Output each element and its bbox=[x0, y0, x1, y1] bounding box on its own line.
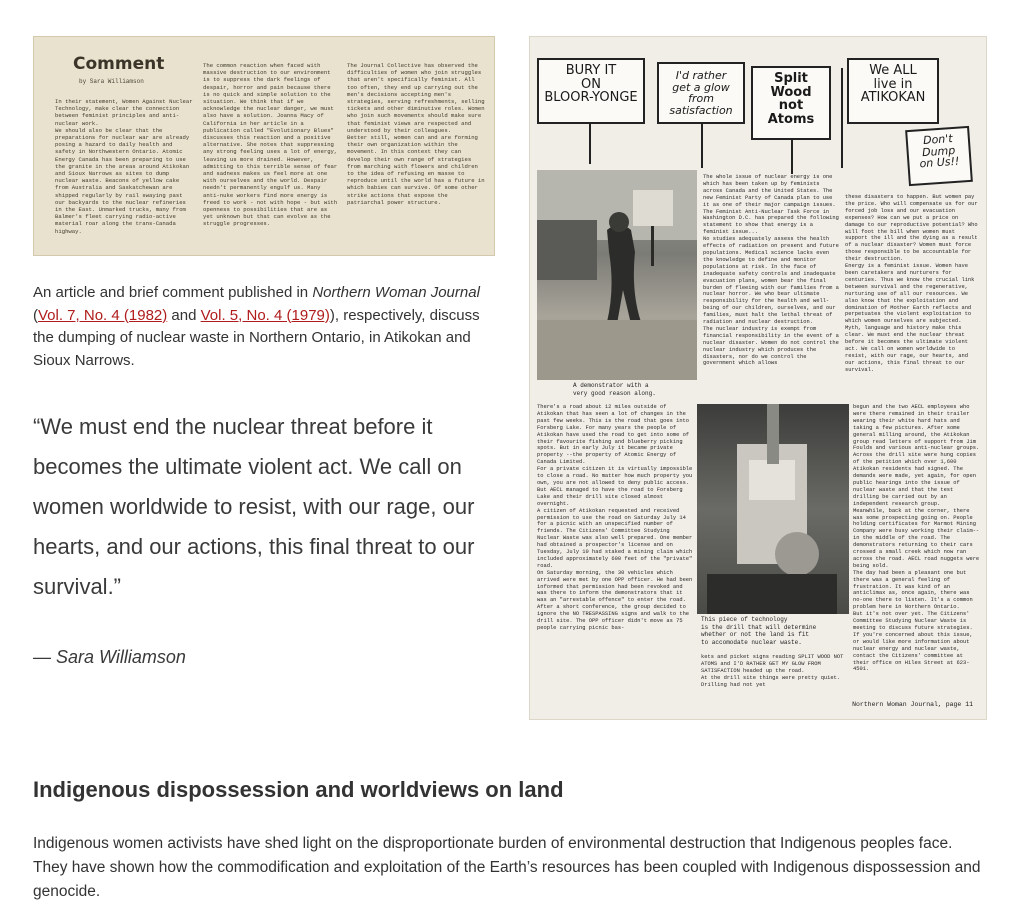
sign-stick bbox=[791, 140, 793, 174]
image-caption bbox=[33, 282, 495, 372]
protest-sign-split-wood: Split Wood not Atoms bbox=[751, 66, 831, 140]
drill-machine-graphic bbox=[697, 404, 849, 614]
demonstrator-photo-caption: A demonstrator with a very good reason along. bbox=[573, 382, 656, 397]
sign-stick bbox=[841, 68, 843, 168]
clipping-title: Comment bbox=[73, 54, 165, 74]
vol7-no4-link[interactable]: Vol. 7, No. 4 (1982) bbox=[38, 306, 168, 324]
newspaper-page-footer: Northern Woman Journal, page 11 bbox=[852, 701, 973, 708]
section-heading: Indigenous dispossession and worldviews on land bbox=[33, 777, 564, 802]
clipping-column-2: The common reaction when faced with massive destruction to our environment is to suppress the dark feelings of despair, horror and pain because there is no quick and simple solution to the situation. We think that if we acknowledge the nuclear danger, we must also have a solution. Joanna Macy of California in her article in a publication called "Evolutionary Blues" discusses this reaction and a positive alternative. She notes that suppressing any strong feeling uses a lot of energy, leaving us more drained. However, admitting to this terrible sense of fear and sadness makes us feel more at one with ourselves and the world. Despair needn't permanently engulf us. Many anti-nuke workers find more energy is freed to work - not with hope - but with openness to possibilities that are as yet unknown but that can evolve as the struggle progresses. bbox=[203, 62, 338, 228]
caption-prefix: An article and brief comment published in bbox=[33, 284, 313, 301]
caption-suffix: ), respectively, discuss the dumping of nuclear waste in Northern Ontario, in Atikokan and Sioux Narrows. bbox=[33, 306, 480, 369]
demonstrator-silhouette bbox=[537, 170, 697, 380]
protest-sign-dont-dump: Don't Dump on Us!! bbox=[905, 126, 973, 186]
forsberg-lake-road-column: There's a road about 12 miles outside of Atikokan that has seen a lot of changes in the past few weeks. This is the road that goes into Forsberg Lake. For many years the people of Atikokan have used the road to get into some of their favourite fishing and blueberry picking spots. But in early July it became private property --the property of Atomic Energy of Canada Limited. For a private citizen it is virtually impossible to close a road. No matter how much property you own, you are not allowed to deny public access. But AECL managed to have the road to Forsberg Lake and their drill site closed almost overnight. A citizen of Atikokan requested and received permission to use the road on Saturday July 14 for a picnic with an unspecified number of friends. The Citizens' Committee Studying Nuclear Waste was also well prepared. One member had obtained a prospector's license and on Tuesday, July 10 had staked a mining claim which included approximately 600 feet of the "private" road. On Saturday morning, the 30 vehicles which arrived were met by one OPP officer. He had been informed that permission had been revoked and was there to inform the demonstrators that it was an "arrestable offence" to enter the road. After a short conference, the group decided to ignore the NO TRESPASSING signs and walk to the drill site. The OPP officer didn't move as 75 people carrying picnic bas- bbox=[537, 404, 693, 631]
pull-quote: “We must end the nuclear threat before it becomes the ultimate violent act. We call on women worldwide to resist, with our rage, our hearts, and our actions, this final threat to our survival.” bbox=[33, 414, 475, 599]
sign-stick bbox=[701, 124, 703, 168]
section-body-paragraph: Indigenous women activists have shed light on the disproportionate burden of environmental destruction that Indigenous peoples face. They have shown how the commodification and exploitation of the Earth’s resources has been coupled with Indigenous dispossession and genocide. bbox=[33, 835, 981, 900]
clipping-column-3: The Journal Collective has observed the difficulties of women who join struggles that aren't specifically feminist. All too often, they end up carrying out the men's decisions accepting men's strategies, serving refreshments, selling tickets and other diminutive roles. Women who join such movements should make sure that feminist views are respected and understood by their colleagues. Better still, women can and are forming their own organization within the movement. In this context they can develop their own range of strategies from marching with flowers and children to the idea of refusing en masse to reproduce until the world has a future in which babies can survive. Of some other strike actions that expose the patriarchal power structure. bbox=[347, 62, 485, 206]
sign-stick bbox=[589, 124, 591, 164]
energy-feminist-issue-column: these disasters to happen. But women pay the price. Who will compensate us for our forced job loss and our evacuation expenses? How can we put a price on damage to our reproductive potential? Who will foot the bill when women must support the ill and the dying as a result of a nuclear disaster? Women must force those responsible to be accountable for their destruction. Energy is a feminist issue. Women have been caretakers and nurturers for centuries. Thus we know the crucial link between survival and the regenerative, nurturing use of all our resources. We also know that the exploitation and domination of Mother Earth reflects and perpetuates the violent exploitation to which women ourselves are subjected. Myth, language and history make this clear. We must end the nuclear threat before it becomes the ultimate violent act. We call on women worldwide to resist, with our rage, our hearts, and our actions, this final threat to our survival. bbox=[845, 194, 978, 373]
picket-signs-column: kets and picket signs reading SPLIT WOOD NOT ATOMS and I'D RATHER GET MY GLOW FROM SATISFACTION headed up the road. At the drill site things were pretty quiet. Drilling had not yet bbox=[701, 654, 844, 688]
drill-photo bbox=[697, 404, 849, 614]
clipping-column-1: In their statement, Women Against Nuclear Technology, make clear the connection between feminist principles and anti-nuclear work. We should also be clear that the preparations for nuclear war are already posing a hazard to daily health and safety in Northwestern Ontario. Atomic Energy Canada has been preparing to use the granite in the areas around Atikokan and Sioux Narrows as sites to dump nuclear waste. Beacons of yellow cake from Australia and Saskatchewan are shipped regularly by rail swaying past our backyards to the nuclear refineries in the East. Unmarked trucks, many from Balmer's fleet carrying radio-active material roar along the trans-Canada highway. bbox=[55, 98, 193, 235]
protest-sign-bury-it: BURY IT ON BLOOR-YONGE bbox=[537, 58, 645, 124]
protest-sign-atikokan: We ALL live in ATIKOKAN bbox=[847, 58, 939, 124]
caption-mid-2: and bbox=[167, 306, 201, 324]
caption-journal-name: Northern Woman Journal bbox=[312, 284, 480, 301]
feminist-statement-column: The whole issue of nuclear energy is one which has been taken up by feminists across Canada and the United States. The new Feminist Party of Canada plan to use it as one of their major campaign issues. The Feminist Anti-Nuclear Task Force in Washington D.C. has prepared the following statement to show that energy is a feminist issue... No studies adequately assess the health effects of radiation on present and future populations. Medical science lacks even the knowledge to define and monitor populations at risk. In the face of inadequate safety controls and inadequate evacuation plans, women bear the final burden of fleeing with our families from a nuclear horror. We who bear ultimate responsibility for the health and well-being of our children, ourselves, and our families, must halt the lethal threat of radiation and nuclear destruction. The nuclear industry is exempt from financial responsibility in the event of a nuclear disaster. Women do not control the nuclear industry which produces the disasters, nor do we control the government which allows bbox=[703, 174, 839, 367]
protest-sign-glow: I'd rather get a glow from satisfaction bbox=[657, 62, 745, 124]
caption-mid-1: ( bbox=[33, 306, 38, 324]
newspaper-page-image bbox=[529, 36, 987, 720]
drill-photo-caption: This piece of technology is the drill that will determine whether or not the land is fit to accomodate nuclear waste. bbox=[701, 616, 817, 646]
comment-clipping-image bbox=[33, 36, 495, 256]
clipping-byline: by Sara Williamson bbox=[79, 78, 144, 85]
demonstrator-photo bbox=[537, 170, 697, 380]
drill-site-column: begun and the two AECL employees who were there remained in their trailer wearing their white hard hats and taking a few pictures. After some general milling around, the Atikokan group read letters of support from Jim Foulds and various anti-nuclear groups. Across the drill site were hung copies of the petition which over 1,600 Atikokan residents had signed. The demands were made, yet again, for open public hearings into the issue of nuclear waste and that the test drilling be carried out by an independent research group. Meanwhile, back at the corner, there was some prospecting going on. People holding certificates for Marmot Mining Company were busy working their claim--in the middle of the road. The demonstrators returning to their cars crossed a small creek which now ran across the road. AECL road nuggets were being sold. The day had been a pleasant one but there was a general feeling of frustration. It was kind of an anticlimax as, once again, there was no-one there to listen. It's a common problem here in Northern Ontario. But it's not over yet. The Citizens' Committee Studying Nuclear Waste is meeting to discuss future strategies. If you're concerned about this issue, or would like more information about nuclear energy and nuclear waste, contact the Citizens' committee at their office on Hiles Street at 623-4501. bbox=[853, 404, 980, 673]
vol5-no4-link[interactable]: Vol. 5, No. 4 (1979) bbox=[200, 306, 330, 324]
quote-attribution: — Sara Williamson bbox=[33, 647, 186, 667]
